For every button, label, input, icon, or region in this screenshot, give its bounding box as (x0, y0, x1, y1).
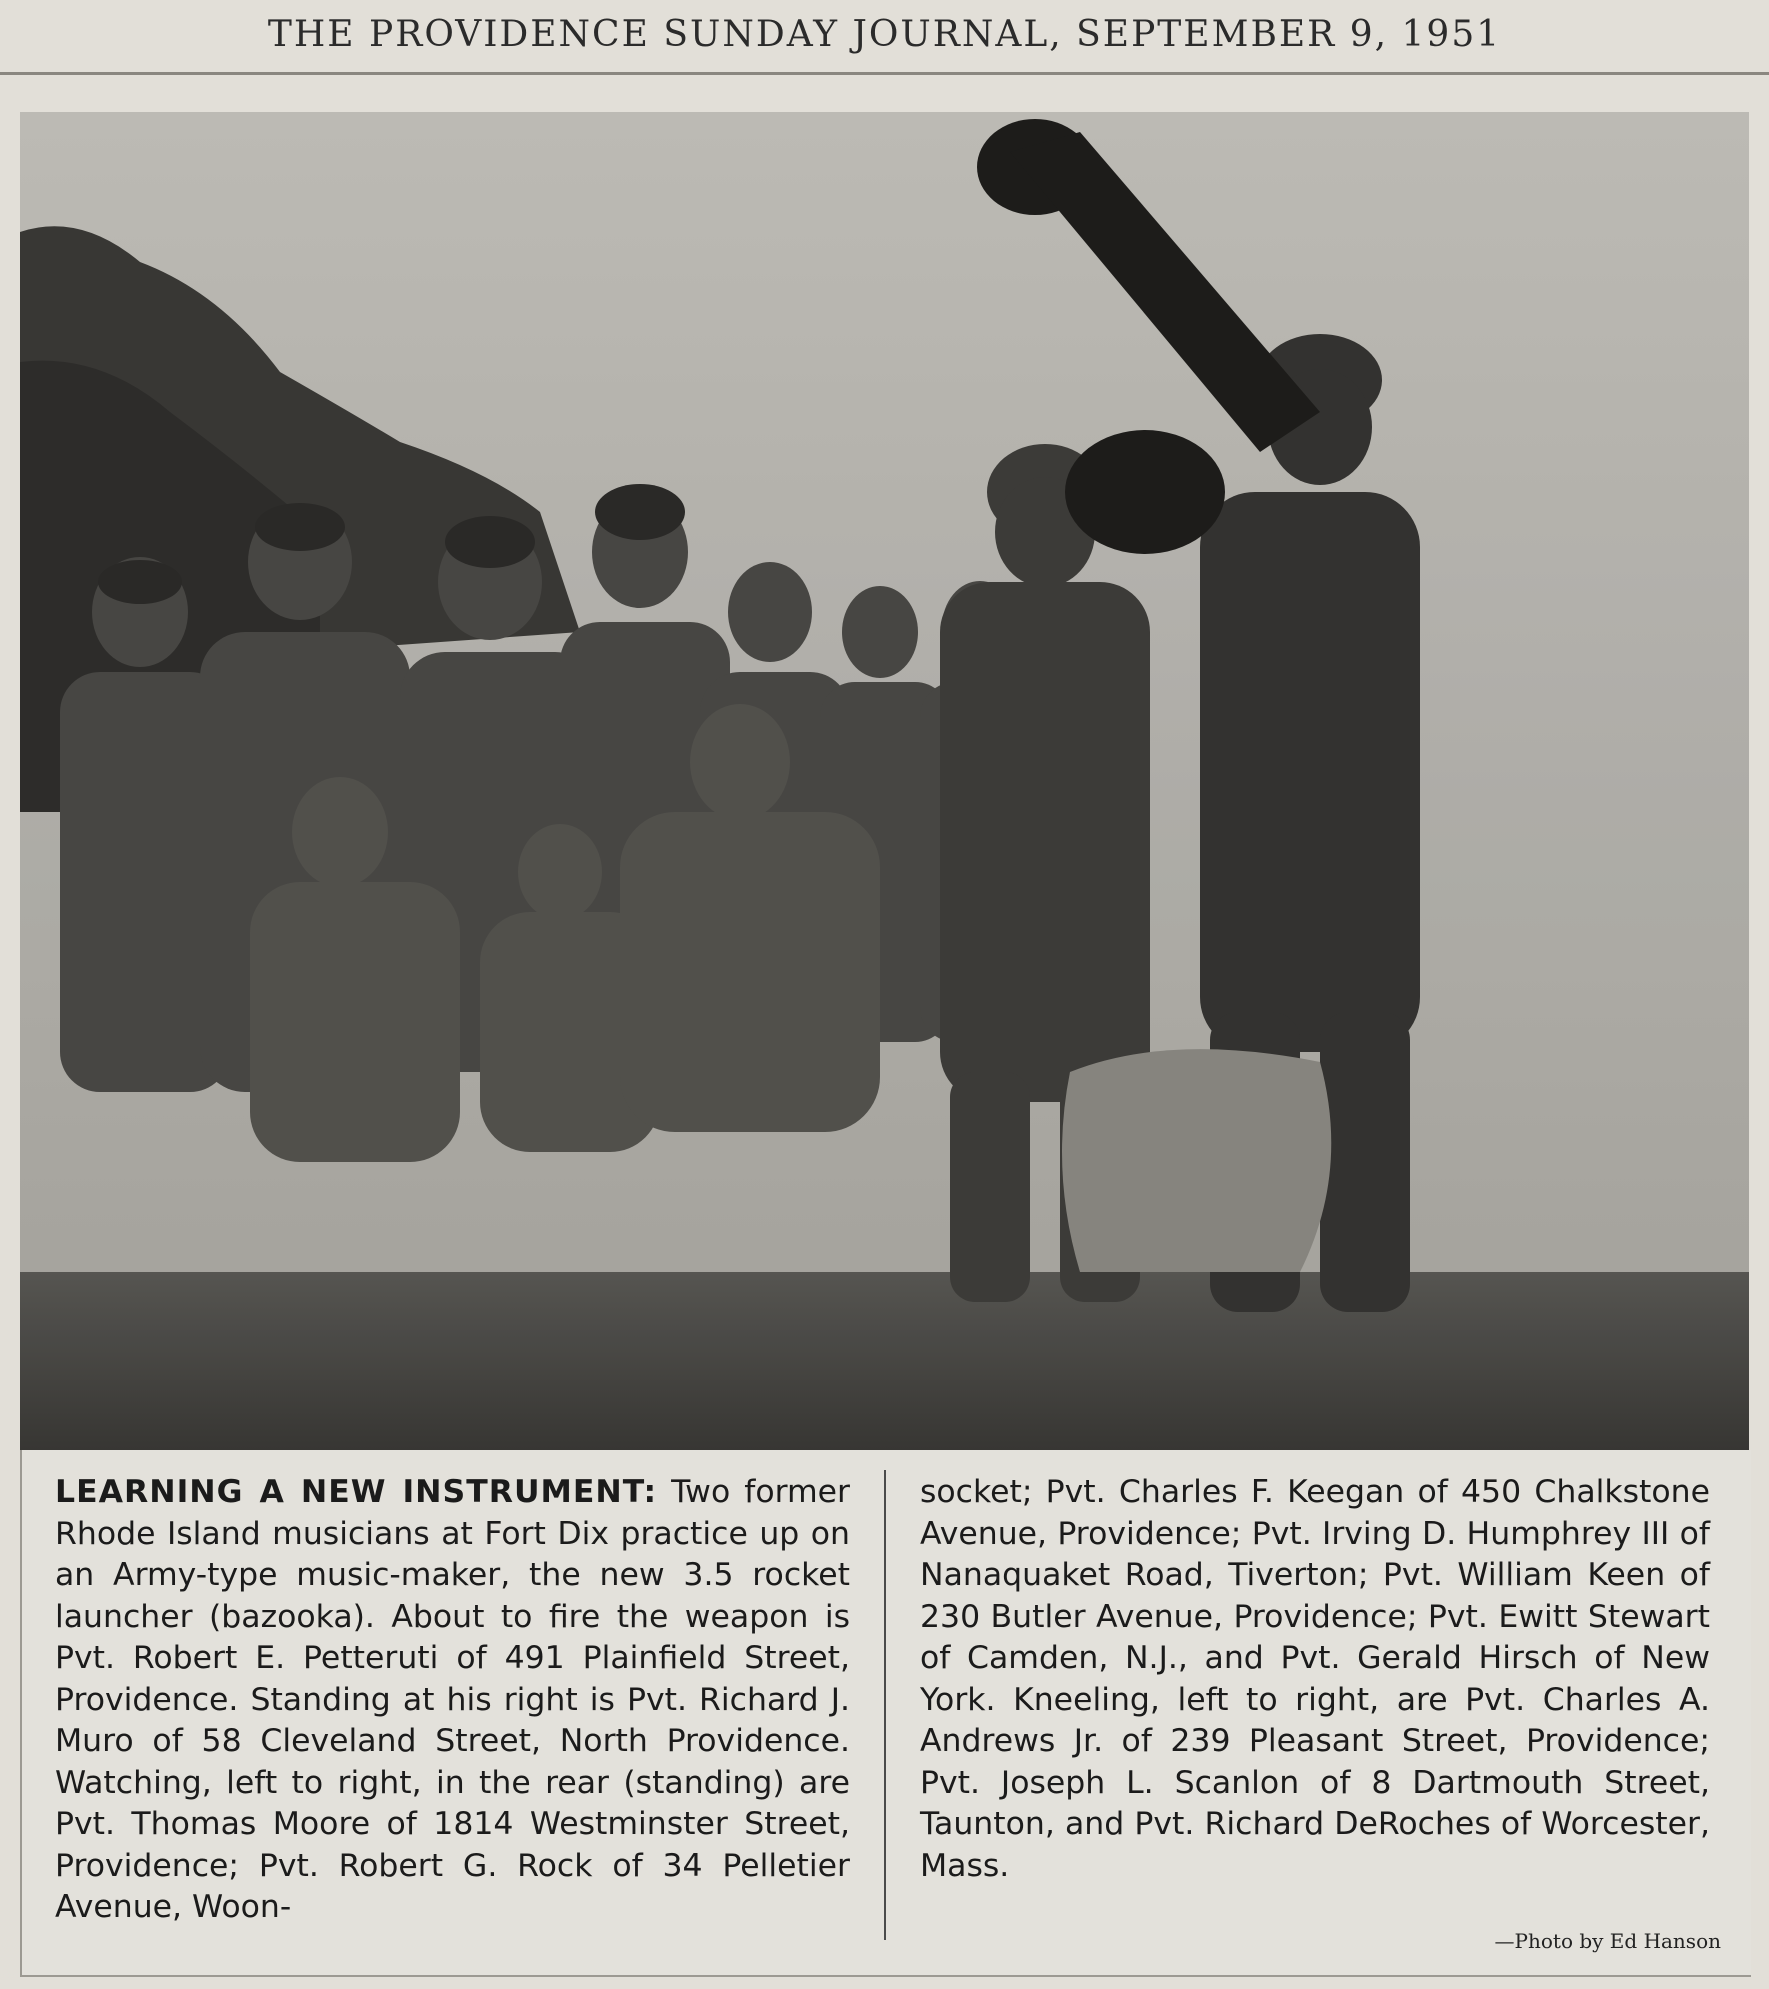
photo-illustration (20, 112, 1749, 1450)
caption-box (20, 1450, 1751, 1977)
caption-right-column (920, 1472, 1710, 1887)
column-divider (884, 1470, 886, 1940)
caption-left-text: Two former Rhode Island musicians at Fort Dix practice up on an Army-type music-maker, the new 3.5 rocket launcher (bazooka). About to fire the weapon is Pvt. Robert E. Petteruti of 491 Plainfield Street, Providence. Standing at his right is Pvt. Richard J. Muro of 58 Cleveland Street, North Providence. Watching, left to right, in the rear (standing) are Pvt. Thomas Moore of 1814 Westminster Street, Providence; Pvt. Robert G. Rock of 34 Pelletier Avenue, Woon- (55, 1474, 851, 1925)
news-photo (20, 112, 1749, 1450)
masthead: THE PROVIDENCE SUNDAY JOURNAL, SEPTEMBER 9, 1951 (267, 14, 1502, 55)
caption-left-column (55, 1472, 850, 1929)
masthead-rule (0, 72, 1769, 75)
caption-right-text: socket; Pvt. Charles F. Keegan of 450 Chalkstone Avenue, Providence; Pvt. Irving D. Humphrey III of Nanaquaket Road, Tiverton; Pvt. William Keen of 230 Butler Avenue, Providence; Pvt. Ewitt Stewart of Camden, N.J., and Pvt. Gerald Hirsch of New York. Kneeling, left to right, are Pvt. Charles A. Andrews Jr. of 239 Pleasant Street, Providence; Pvt. Joseph L. Scanlon of 8 Dartmouth Street, Taunton, and Pvt. Richard DeRoches of Worcester, Mass. (920, 1474, 1710, 1884)
photo-credit: —Photo by Ed Hanson (1494, 1929, 1721, 1953)
caption-headline: LEARNING A NEW INSTRUMENT: (55, 1474, 658, 1510)
